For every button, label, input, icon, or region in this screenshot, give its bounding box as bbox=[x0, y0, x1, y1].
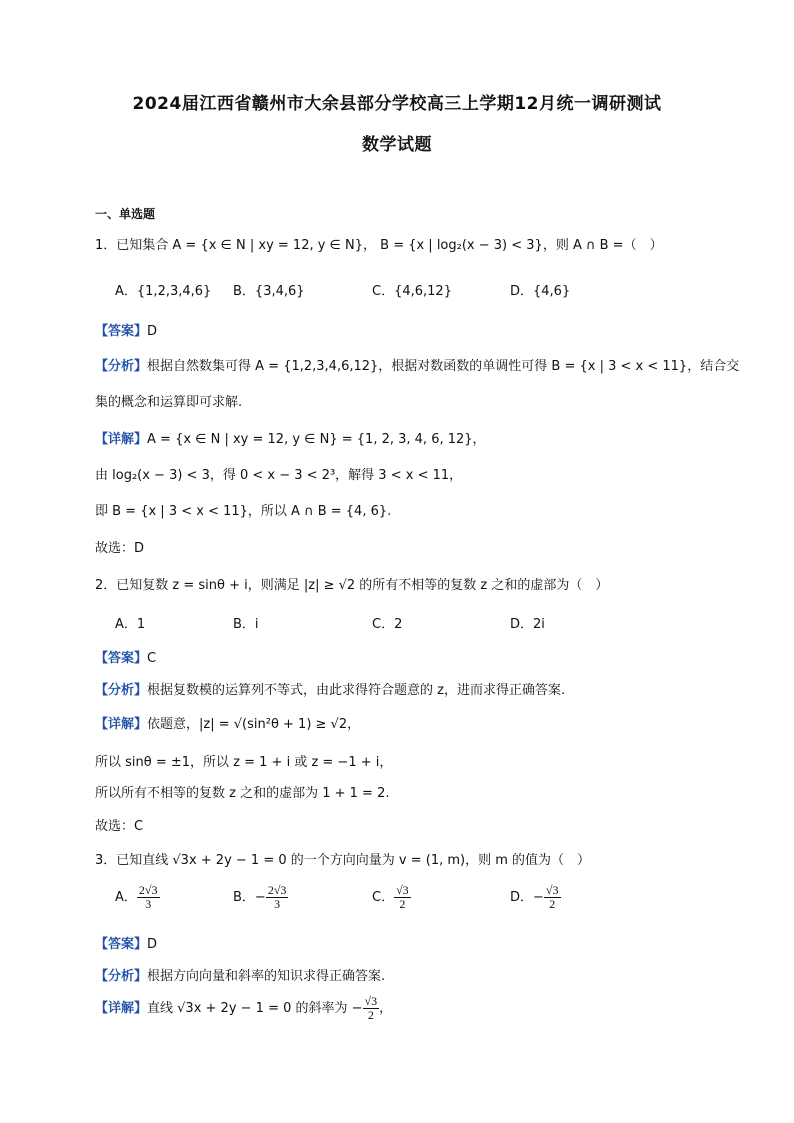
section-heading: 一、单选题 bbox=[95, 207, 156, 221]
detail-text: A = {x ∈ N | xy = 12, y ∈ N} = {1, 2, 3, 4, 6, 12}， bbox=[147, 432, 486, 447]
q1-option-c: C．{4,6,12} bbox=[372, 284, 452, 299]
answer-value: C bbox=[147, 651, 157, 666]
detail-label: 【详解】 bbox=[95, 1001, 148, 1016]
q2-analysis bbox=[95, 679, 565, 698]
q1-detail-line-2: 由 log₂(x − 3) < 3，得 0 < x − 3 < 2³，解得 3 < x < 11， bbox=[95, 468, 463, 483]
document-subtitle: 数学试题 bbox=[362, 135, 432, 155]
fraction: $\frac{√3}{2}$ bbox=[364, 994, 378, 1022]
choose-value: C bbox=[134, 819, 144, 834]
q1-choose bbox=[95, 537, 144, 556]
q3-option-b: B．− $\frac{2√3}{3}$ bbox=[233, 883, 287, 911]
analysis-text: 根据复数模的运算列不等式，由此求得符合题意的 z，进而求得正确答案. bbox=[147, 683, 566, 698]
q2-option-d: D．2i bbox=[510, 617, 545, 632]
q1-answer bbox=[95, 320, 157, 339]
q2-detail-line-3: 所以所有不相等的复数 z 之和的虚部为 1 + 1 = 2. bbox=[95, 786, 390, 801]
fraction: $\frac{2√3}{3}$ bbox=[267, 883, 287, 911]
q1-detail-line-3: 即 B = {x | 3 < x < 11}，所以 A ∩ B = {4, 6}. bbox=[95, 504, 392, 519]
q3-analysis bbox=[95, 965, 385, 984]
analysis-label: 【分析】 bbox=[95, 359, 148, 374]
analysis-label: 【分析】 bbox=[95, 969, 148, 984]
q2-answer bbox=[95, 647, 156, 666]
q1-stem: 1．已知集合 A = {x ∈ N | xy = 12, y ∈ N}， B = {x | log₂(x − 3) < 3}，则 A ∩ B =（ ） bbox=[95, 238, 663, 253]
q1-option-b: B．{3,4,6} bbox=[233, 284, 305, 299]
q3-option-d: D．− $\frac{√3}{2}$ bbox=[510, 883, 559, 911]
fraction: $\frac{√3}{2}$ bbox=[396, 883, 409, 911]
answer-label: 【答案】 bbox=[95, 651, 148, 666]
analysis-text: 根据自然数集可得 A = {1,2,3,4,6,12}，根据对数函数的单调性可得 B = {x | 3 < x < 11}，结合交 bbox=[147, 359, 740, 374]
q3-answer bbox=[95, 933, 157, 952]
answer-label: 【答案】 bbox=[95, 937, 148, 952]
detail-label: 【详解】 bbox=[95, 717, 148, 732]
q2-option-c: C．2 bbox=[372, 617, 403, 632]
q1-detail bbox=[95, 428, 486, 447]
q3-detail: 【详解】直线 √3x + 2y − 1 = 0 的斜率为 − $\frac{√3}{2}$ ， bbox=[95, 994, 393, 1022]
analysis-label: 【分析】 bbox=[95, 683, 148, 698]
q1-option-a: A．{1,2,3,4,6} bbox=[115, 284, 212, 299]
q2-option-a: A．1 bbox=[115, 617, 146, 632]
q1-option-d: D．{4,6} bbox=[510, 284, 571, 299]
answer-label: 【答案】 bbox=[95, 324, 148, 339]
q2-option-b: B．i bbox=[233, 617, 259, 632]
fraction: $\frac{2√3}{3}$ bbox=[138, 883, 158, 911]
q1-analysis bbox=[95, 355, 739, 374]
document-title: 2024届江西省赣州市大余县部分学校高三上学期12月统一调研测试 bbox=[132, 94, 662, 114]
q1-analysis-cont: 集的概念和运算即可求解. bbox=[95, 395, 243, 410]
detail-text: 依题意，|z| = √(sin²θ + 1) ≥ √2， bbox=[147, 717, 361, 732]
choose-label: 故选： bbox=[95, 819, 135, 834]
q2-choose bbox=[95, 815, 143, 834]
answer-value: D bbox=[147, 937, 158, 952]
q2-detail-line-2: 所以 sinθ = ±1，所以 z = 1 + i 或 z = −1 + i， bbox=[95, 755, 393, 770]
fraction: $\frac{√3}{2}$ bbox=[545, 883, 559, 911]
answer-value: D bbox=[147, 324, 158, 339]
q3-option-c: C． $\frac{√3}{2}$ bbox=[372, 883, 409, 911]
q2-stem: 2．已知复数 z = sinθ + i，则满足 |z| ≥ √2 的所有不相等的复数 z 之和的虚部为（ ） bbox=[95, 578, 609, 593]
analysis-text: 根据方向向量和斜率的知识求得正确答案. bbox=[147, 969, 386, 984]
q2-detail bbox=[95, 713, 360, 732]
q3-option-a: A． $\frac{2√3}{3}$ bbox=[115, 883, 158, 911]
detail-text: 直线 √3x + 2y − 1 = 0 的斜率为 − bbox=[147, 1001, 363, 1016]
q3-stem: 3．已知直线 √3x + 2y − 1 = 0 的一个方向向量为 v = (1, m)，则 m 的值为（ ） bbox=[95, 853, 591, 868]
choose-label: 故选： bbox=[95, 541, 135, 556]
detail-label: 【详解】 bbox=[95, 432, 148, 447]
choose-value: D bbox=[134, 541, 145, 556]
